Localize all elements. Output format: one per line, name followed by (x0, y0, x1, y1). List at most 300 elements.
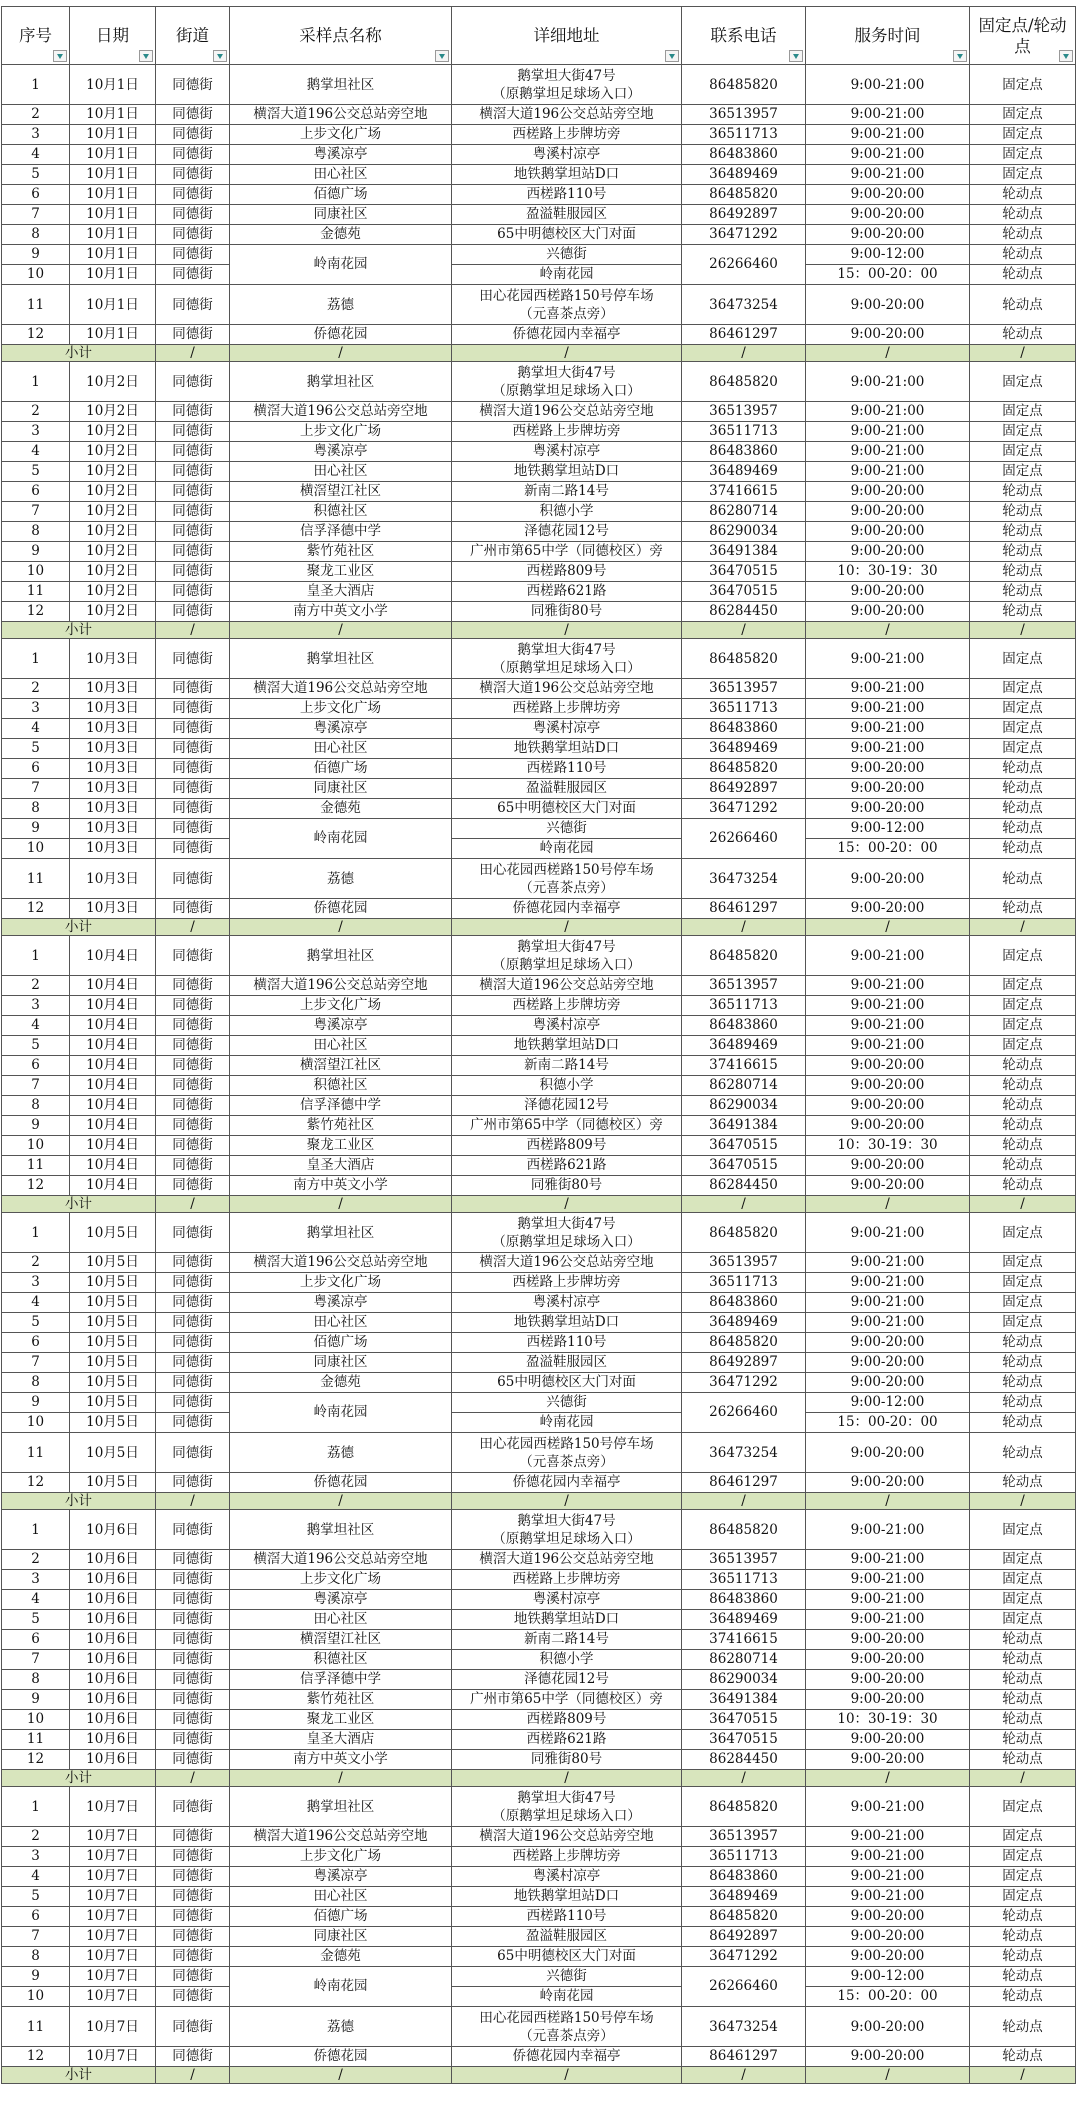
cell-street: 同德街 (156, 442, 230, 462)
cell-address: 侨德花园内幸福亭 (452, 2047, 682, 2067)
subtotal-cell: / (452, 1196, 682, 1213)
cell-no: 8 (2, 1373, 70, 1393)
cell-service-time: 9:00-21:00 (806, 65, 970, 105)
cell-date: 10月6日 (70, 1590, 156, 1610)
cell-site-name: 上步文化广场 (230, 422, 452, 442)
table-row (2, 976, 1076, 996)
cell-address: 西槎路上步牌坊旁 (452, 996, 682, 1016)
cell-site-name: 同康社区 (230, 779, 452, 799)
cell-date: 10月1日 (70, 285, 156, 325)
subtotal-cell: / (970, 1770, 1076, 1787)
cell-street: 同德街 (156, 1650, 230, 1670)
dropdown-arrow-icon[interactable] (435, 50, 449, 62)
cell-date: 10月6日 (70, 1750, 156, 1770)
cell-street: 同德街 (156, 839, 230, 859)
cell-address: 泽德花园12号 (452, 522, 682, 542)
cell-street: 同德街 (156, 265, 230, 285)
cell-date: 10月6日 (70, 1630, 156, 1650)
cell-point-type: 固定点 (970, 1293, 1076, 1313)
cell-phone: 36473254 (682, 1433, 806, 1473)
cell-no: 6 (2, 1907, 70, 1927)
cell-street: 同德街 (156, 1393, 230, 1413)
cell-service-time: 15：00-20：00 (806, 1987, 970, 2007)
cell-no: 7 (2, 1927, 70, 1947)
cell-address: 65中明德校区大门对面 (452, 1373, 682, 1393)
cell-no: 8 (2, 522, 70, 542)
cell-address: 西槎路110号 (452, 759, 682, 779)
table-row (2, 125, 1076, 145)
cell-point-type: 轮动点 (970, 1156, 1076, 1176)
cell-phone: 36489469 (682, 462, 806, 482)
cell-date: 10月5日 (70, 1333, 156, 1353)
cell-address: 兴德街 (452, 1393, 682, 1413)
cell-no: 5 (2, 739, 70, 759)
table-row (2, 1273, 1076, 1293)
cell-date: 10月7日 (70, 1927, 156, 1947)
cell-point-type: 固定点 (970, 402, 1076, 422)
cell-street: 同德街 (156, 679, 230, 699)
cell-no: 1 (2, 65, 70, 105)
cell-street: 同德街 (156, 996, 230, 1016)
cell-date: 10月6日 (70, 1710, 156, 1730)
table-row (2, 1056, 1076, 1076)
table-row (2, 1176, 1076, 1196)
cell-service-time: 9:00-20:00 (806, 185, 970, 205)
cell-service-time: 9:00-20:00 (806, 522, 970, 542)
table-row (2, 602, 1076, 622)
cell-point-type: 固定点 (970, 165, 1076, 185)
cell-date: 10月5日 (70, 1413, 156, 1433)
header-address: 详细地址 (452, 7, 682, 65)
cell-address: 地铁鹅掌坦站D口 (452, 1313, 682, 1333)
cell-site-name: 田心社区 (230, 1610, 452, 1630)
subtotal-cell: / (230, 1493, 452, 1510)
cell-date: 10月1日 (70, 165, 156, 185)
cell-point-type: 轮动点 (970, 1650, 1076, 1670)
cell-phone: 86485820 (682, 1213, 806, 1253)
table-row (2, 1156, 1076, 1176)
cell-site-name: 侨德花园 (230, 899, 452, 919)
cell-service-time: 9:00-20:00 (806, 225, 970, 245)
cell-point-type: 轮动点 (970, 799, 1076, 819)
cell-site-name: 横滘大道196公交总站旁空地 (230, 1550, 452, 1570)
cell-service-time: 10：30-19：30 (806, 1136, 970, 1156)
cell-no: 12 (2, 1473, 70, 1493)
cell-phone: 86280714 (682, 502, 806, 522)
cell-address: 兴德街 (452, 1967, 682, 1987)
cell-site-name: 皇圣大酒店 (230, 1156, 452, 1176)
cell-address: 地铁鹅掌坦站D口 (452, 1036, 682, 1056)
cell-point-type: 轮动点 (970, 1947, 1076, 1967)
cell-no: 2 (2, 679, 70, 699)
subtotal-cell: / (682, 622, 806, 639)
cell-phone: 86280714 (682, 1076, 806, 1096)
cell-street: 同德街 (156, 1610, 230, 1630)
cell-address: 积德小学 (452, 1650, 682, 1670)
cell-point-type: 固定点 (970, 1253, 1076, 1273)
dropdown-arrow-icon[interactable] (1059, 50, 1073, 62)
cell-street: 同德街 (156, 1550, 230, 1570)
cell-street: 同德街 (156, 1630, 230, 1650)
cell-no: 11 (2, 859, 70, 899)
cell-street: 同德街 (156, 1730, 230, 1750)
cell-phone: 36513957 (682, 976, 806, 996)
cell-date: 10月2日 (70, 362, 156, 402)
cell-date: 10月3日 (70, 679, 156, 699)
subtotal-label: 小计 (2, 919, 156, 936)
cell-street: 同德街 (156, 185, 230, 205)
dropdown-arrow-icon[interactable] (53, 50, 67, 62)
cell-site-name: 积德社区 (230, 1650, 452, 1670)
subtotal-cell: / (452, 1770, 682, 1787)
cell-site-name: 横滘望江社区 (230, 1630, 452, 1650)
dropdown-arrow-icon[interactable] (139, 50, 153, 62)
dropdown-arrow-icon[interactable] (789, 50, 803, 62)
cell-street: 同德街 (156, 1253, 230, 1273)
cell-no: 1 (2, 1510, 70, 1550)
table-body (2, 65, 1076, 2084)
cell-date: 10月1日 (70, 185, 156, 205)
cell-address: 同雅街80号 (452, 1750, 682, 1770)
table-row (2, 1213, 1076, 1253)
cell-address: 西槎路上步牌坊旁 (452, 422, 682, 442)
cell-service-time: 9:00-20:00 (806, 285, 970, 325)
cell-date: 10月7日 (70, 1787, 156, 1827)
cell-street: 同德街 (156, 145, 230, 165)
cell-service-time: 9:00-21:00 (806, 1590, 970, 1610)
cell-no: 7 (2, 205, 70, 225)
cell-no: 12 (2, 1176, 70, 1196)
cell-point-type: 固定点 (970, 1590, 1076, 1610)
cell-street: 同德街 (156, 1907, 230, 1927)
cell-address: 粤溪村凉亭 (452, 145, 682, 165)
table-row (2, 899, 1076, 919)
cell-point-type: 固定点 (970, 1847, 1076, 1867)
cell-point-type: 轮动点 (970, 1373, 1076, 1393)
cell-point-type: 固定点 (970, 1016, 1076, 1036)
cell-phone: 26266460 (682, 819, 806, 859)
table-row (2, 1116, 1076, 1136)
cell-point-type: 轮动点 (970, 1176, 1076, 1196)
cell-point-type: 固定点 (970, 1036, 1076, 1056)
cell-street: 同德街 (156, 1156, 230, 1176)
cell-point-type: 固定点 (970, 1273, 1076, 1293)
cell-street: 同德街 (156, 1293, 230, 1313)
subtotal-cell: / (156, 919, 230, 936)
cell-street: 同德街 (156, 1096, 230, 1116)
cell-point-type: 固定点 (970, 1510, 1076, 1550)
cell-site-name: 田心社区 (230, 1036, 452, 1056)
cell-point-type: 轮动点 (970, 482, 1076, 502)
cell-phone: 36511713 (682, 125, 806, 145)
cell-date: 10月7日 (70, 1987, 156, 2007)
cell-no: 2 (2, 402, 70, 422)
cell-date: 10月5日 (70, 1373, 156, 1393)
cell-point-type: 轮动点 (970, 1433, 1076, 1473)
cell-street: 同德街 (156, 482, 230, 502)
cell-site-name: 金德苑 (230, 799, 452, 819)
header-phone: 联系电话 (682, 7, 806, 65)
cell-address: 盈溢鞋服园区 (452, 779, 682, 799)
cell-date: 10月3日 (70, 699, 156, 719)
cell-no: 10 (2, 562, 70, 582)
cell-site-name: 同康社区 (230, 205, 452, 225)
cell-service-time: 9:00-20:00 (806, 482, 970, 502)
cell-phone: 36511713 (682, 1273, 806, 1293)
cell-point-type: 固定点 (970, 1867, 1076, 1887)
cell-point-type: 轮动点 (970, 1413, 1076, 1433)
cell-street: 同德街 (156, 562, 230, 582)
subtotal-cell: / (156, 345, 230, 362)
cell-phone: 86485820 (682, 1787, 806, 1827)
cell-address: 鹅掌坦大街47号 （原鹅掌坦足球场入口） (452, 1213, 682, 1253)
cell-service-time: 9:00-20:00 (806, 1176, 970, 1196)
cell-address: 粤溪村凉亭 (452, 1293, 682, 1313)
table-row (2, 402, 1076, 422)
cell-no: 1 (2, 936, 70, 976)
cell-date: 10月3日 (70, 759, 156, 779)
cell-point-type: 轮动点 (970, 1730, 1076, 1750)
cell-date: 10月3日 (70, 799, 156, 819)
table-row (2, 482, 1076, 502)
subtotal-row (2, 622, 1076, 639)
dropdown-arrow-icon[interactable] (953, 50, 967, 62)
table-row (2, 1473, 1076, 1493)
cell-date: 10月1日 (70, 245, 156, 265)
cell-address: 鹅掌坦大街47号 （原鹅掌坦足球场入口） (452, 1787, 682, 1827)
cell-service-time: 10：30-19：30 (806, 1710, 970, 1730)
header-service-time: 服务时间 (806, 7, 970, 65)
cell-address: 65中明德校区大门对面 (452, 1947, 682, 1967)
cell-address: 西槎路809号 (452, 562, 682, 582)
cell-point-type: 固定点 (970, 1550, 1076, 1570)
cell-date: 10月1日 (70, 205, 156, 225)
cell-service-time: 9:00-21:00 (806, 639, 970, 679)
cell-service-time: 9:00-21:00 (806, 1213, 970, 1253)
cell-phone: 37416615 (682, 1630, 806, 1650)
cell-no: 11 (2, 2007, 70, 2047)
cell-no: 9 (2, 1967, 70, 1987)
subtotal-cell: / (682, 1770, 806, 1787)
cell-phone: 86461297 (682, 2047, 806, 2067)
cell-street: 同德街 (156, 1056, 230, 1076)
cell-phone: 36470515 (682, 1710, 806, 1730)
cell-site-name: 横滘大道196公交总站旁空地 (230, 402, 452, 422)
cell-address: 横滘大道196公交总站旁空地 (452, 679, 682, 699)
cell-phone: 86485820 (682, 1510, 806, 1550)
cell-point-type: 轮动点 (970, 1393, 1076, 1413)
table-row (2, 679, 1076, 699)
cell-phone: 36511713 (682, 996, 806, 1016)
cell-service-time: 9:00-12:00 (806, 1393, 970, 1413)
subtotal-cell: / (230, 2067, 452, 2084)
cell-date: 10月5日 (70, 1473, 156, 1493)
cell-date: 10月1日 (70, 325, 156, 345)
cell-address: 西槎路上步牌坊旁 (452, 1847, 682, 1867)
subtotal-label: 小计 (2, 1493, 156, 1510)
cell-no: 5 (2, 1887, 70, 1907)
cell-no: 3 (2, 1570, 70, 1590)
cell-service-time: 9:00-21:00 (806, 1847, 970, 1867)
subtotal-cell: / (970, 622, 1076, 639)
cell-service-time: 15：00-20：00 (806, 1413, 970, 1433)
cell-street: 同德街 (156, 1433, 230, 1473)
cell-date: 10月4日 (70, 1016, 156, 1036)
cell-point-type: 固定点 (970, 1610, 1076, 1630)
cell-address: 盈溢鞋服园区 (452, 1353, 682, 1373)
cell-phone: 86485820 (682, 1333, 806, 1353)
cell-service-time: 9:00-21:00 (806, 105, 970, 125)
cell-address: 65中明德校区大门对面 (452, 799, 682, 819)
cell-site-name: 粤溪凉亭 (230, 442, 452, 462)
table-row (2, 1433, 1076, 1473)
table-row (2, 1670, 1076, 1690)
cell-service-time: 9:00-21:00 (806, 1313, 970, 1333)
cell-site-name: 横滘大道196公交总站旁空地 (230, 679, 452, 699)
cell-no: 3 (2, 1273, 70, 1293)
cell-address: 西槎路621路 (452, 582, 682, 602)
cell-phone: 37416615 (682, 482, 806, 502)
cell-point-type: 轮动点 (970, 839, 1076, 859)
cell-date: 10月4日 (70, 1116, 156, 1136)
cell-no: 6 (2, 1056, 70, 1076)
cell-date: 10月5日 (70, 1253, 156, 1273)
cell-phone: 36471292 (682, 225, 806, 245)
cell-phone: 86483860 (682, 442, 806, 462)
subtotal-cell: / (682, 919, 806, 936)
cell-no: 8 (2, 1096, 70, 1116)
cell-site-name: 鹅掌坦社区 (230, 1213, 452, 1253)
table-row (2, 719, 1076, 739)
cell-date: 10月2日 (70, 582, 156, 602)
table-row (2, 739, 1076, 759)
cell-street: 同德街 (156, 859, 230, 899)
table-row (2, 1550, 1076, 1570)
cell-site-name: 金德苑 (230, 1947, 452, 1967)
cell-no: 4 (2, 145, 70, 165)
cell-point-type: 轮动点 (970, 1710, 1076, 1730)
table-row (2, 819, 1076, 839)
cell-site-name: 聚龙工业区 (230, 1136, 452, 1156)
cell-point-type: 固定点 (970, 639, 1076, 679)
cell-street: 同德街 (156, 325, 230, 345)
table-row (2, 1967, 1076, 1987)
cell-phone: 36470515 (682, 1730, 806, 1750)
cell-no: 9 (2, 819, 70, 839)
cell-site-name: 侨德花园 (230, 2047, 452, 2067)
cell-address: 粤溪村凉亭 (452, 1016, 682, 1036)
cell-street: 同德街 (156, 1710, 230, 1730)
cell-site-name: 信孚泽德中学 (230, 522, 452, 542)
subtotal-cell: / (452, 345, 682, 362)
cell-service-time: 9:00-21:00 (806, 679, 970, 699)
cell-street: 同德街 (156, 502, 230, 522)
cell-address: 西槎路110号 (452, 1333, 682, 1353)
cell-date: 10月5日 (70, 1433, 156, 1473)
cell-phone: 36489469 (682, 1610, 806, 1630)
cell-date: 10月3日 (70, 719, 156, 739)
cell-service-time: 9:00-20:00 (806, 2007, 970, 2047)
cell-phone: 86483860 (682, 1293, 806, 1313)
subtotal-cell: / (806, 345, 970, 362)
table-row (2, 1730, 1076, 1750)
cell-address: 鹅掌坦大街47号 （原鹅掌坦足球场入口） (452, 1510, 682, 1550)
subtotal-cell: / (156, 1196, 230, 1213)
cell-site-name: 田心社区 (230, 739, 452, 759)
cell-no: 3 (2, 699, 70, 719)
subtotal-cell: / (970, 1493, 1076, 1510)
cell-address: 田心花园西槎路150号停车场 （元喜茶点旁） (452, 1433, 682, 1473)
cell-phone: 86461297 (682, 899, 806, 919)
cell-date: 10月5日 (70, 1293, 156, 1313)
cell-phone: 36470515 (682, 1136, 806, 1156)
table-row (2, 936, 1076, 976)
cell-point-type: 固定点 (970, 996, 1076, 1016)
table-row (2, 325, 1076, 345)
cell-date: 10月4日 (70, 1096, 156, 1116)
cell-no: 9 (2, 245, 70, 265)
table-row (2, 1353, 1076, 1373)
header-street: 街道 (156, 7, 230, 65)
cell-phone: 86492897 (682, 1927, 806, 1947)
cell-phone: 86290034 (682, 522, 806, 542)
cell-no: 12 (2, 325, 70, 345)
dropdown-arrow-icon[interactable] (213, 50, 227, 62)
cell-date: 10月2日 (70, 442, 156, 462)
cell-phone: 86483860 (682, 145, 806, 165)
cell-address: 西槎路110号 (452, 1907, 682, 1927)
cell-site-name: 粤溪凉亭 (230, 145, 452, 165)
cell-point-type: 固定点 (970, 1827, 1076, 1847)
cell-date: 10月2日 (70, 422, 156, 442)
cell-date: 10月4日 (70, 1056, 156, 1076)
cell-date: 10月7日 (70, 2047, 156, 2067)
cell-no: 3 (2, 996, 70, 1016)
cell-point-type: 固定点 (970, 1787, 1076, 1827)
subtotal-cell: / (156, 1770, 230, 1787)
cell-phone: 36471292 (682, 1947, 806, 1967)
cell-no: 2 (2, 1827, 70, 1847)
cell-service-time: 9:00-20:00 (806, 325, 970, 345)
header-date: 日期 (70, 7, 156, 65)
cell-point-type: 固定点 (970, 422, 1076, 442)
cell-phone: 36511713 (682, 1847, 806, 1867)
cell-address: 地铁鹅掌坦站D口 (452, 462, 682, 482)
table-row (2, 1690, 1076, 1710)
dropdown-arrow-icon[interactable] (665, 50, 679, 62)
cell-no: 2 (2, 1550, 70, 1570)
cell-no: 7 (2, 779, 70, 799)
cell-address: 盈溢鞋服园区 (452, 1927, 682, 1947)
cell-service-time: 9:00-20:00 (806, 2047, 970, 2067)
cell-address: 西槎路809号 (452, 1136, 682, 1156)
table-row (2, 442, 1076, 462)
cell-no: 8 (2, 225, 70, 245)
table-row (2, 462, 1076, 482)
cell-no: 10 (2, 1987, 70, 2007)
table-row (2, 1947, 1076, 1967)
table-row (2, 285, 1076, 325)
cell-street: 同德街 (156, 1987, 230, 2007)
cell-address: 地铁鹅掌坦站D口 (452, 739, 682, 759)
subtotal-cell: / (156, 2067, 230, 2084)
cell-date: 10月3日 (70, 819, 156, 839)
cell-service-time: 9:00-20:00 (806, 859, 970, 899)
cell-point-type: 固定点 (970, 1213, 1076, 1253)
cell-site-name: 信孚泽德中学 (230, 1670, 452, 1690)
cell-no: 10 (2, 1136, 70, 1156)
cell-date: 10月1日 (70, 105, 156, 125)
